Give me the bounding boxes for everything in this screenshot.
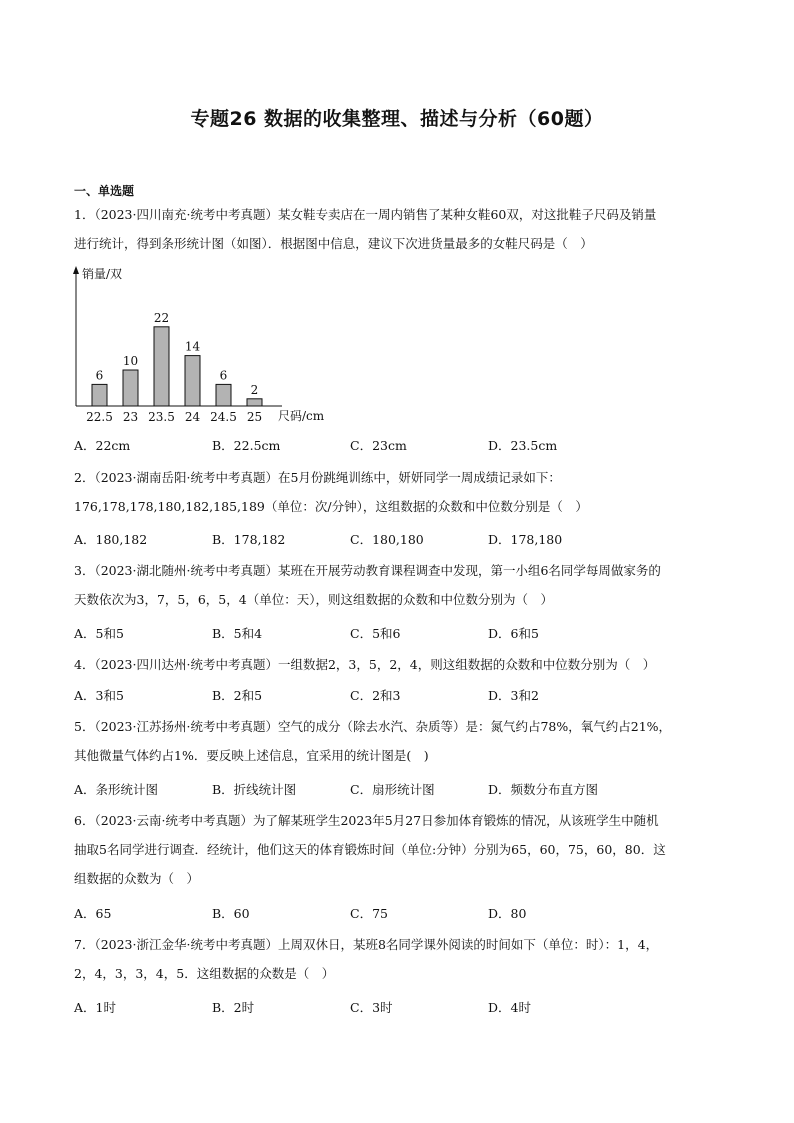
question-1-line-1: 1．（2023·四川南充·统考中考真题）某女鞋专卖店在一周内销售了某种女鞋60双，对这批鞋子尺码及销量 [74,207,657,222]
question-6 [74,806,734,893]
x-tick-label: 22.5 [86,410,113,424]
bars-group [86,311,262,424]
option-d[interactable]: D．3和2 [488,688,539,703]
question-5-line-1: 5．（2023·江苏扬州·统考中考真题）空气的成分（除去水汽、杂质等）是：氮气约占78%，氧气约占21%， [74,719,672,734]
question-6-line-2: 抽取5名同学进行调查．经统计，他们这天的体育锻炼时间（单位:分钟）分别为65，60，75，60，80．这 [74,842,666,857]
question-4-line-1: 4．（2023·四川达州·统考中考真题）一组数据2，3，5，2，4，则这组数据的众数和中位数分别为（ ） [74,657,656,672]
question-6-line-1: 6．（2023·云南·统考中考真题）为了解某班学生2023年5月27日参加体育锻炼的情况，从该班学生中随机 [74,813,659,828]
question-7 [74,930,734,988]
option-d[interactable]: D．6和5 [488,626,539,641]
question-2 [74,463,734,521]
option-d[interactable]: D．80 [488,906,527,921]
question-6-line-3: 组数据的众数为（ ） [74,871,200,886]
option-a[interactable]: A．22cm [74,438,131,453]
question-2-line-2: 176,178,178,180,182,185,189（单位：次/分钟），这组数据的众数和中位数分别是（ ） [74,499,588,514]
question-3-line-1: 3．（2023·湖北随州·统考中考真题）某班在开展劳动教育课程调查中发现，第一小组6名同学每周做家务的 [74,563,661,578]
x-tick-label: 23 [122,410,139,424]
option-b[interactable]: B．折线统计图 [212,782,297,797]
question-5 [74,712,734,770]
question-2-options [74,530,734,552]
bar-value-label: 6 [95,368,104,383]
x-tick-label: 23.5 [148,410,175,424]
option-d[interactable]: D．频数分布直方图 [488,782,599,797]
bar-24 [185,356,200,406]
bar-value-label: 2 [250,382,259,397]
option-b[interactable]: B．60 [212,906,250,921]
question-1-options [74,436,734,458]
bar-25 [247,399,262,406]
bar-value-label: 14 [184,339,201,354]
option-a[interactable]: A．180,182 [74,532,148,547]
option-a[interactable]: A．5和5 [74,626,124,641]
question-3 [74,556,734,614]
question-1 [74,200,734,258]
question-2-line-1: 2．（2023·湖南岳阳·统考中考真题）在5月份跳绳训练中，妍妍同学一周成绩记录如下： [74,470,561,485]
question-4 [74,650,734,679]
option-d[interactable]: D．23.5cm [488,438,558,453]
option-b[interactable]: B．178,182 [212,532,286,547]
bar-value-label: 10 [122,354,139,368]
bar-value-label: 22 [153,310,170,325]
question-5-line-2: 其他微量气体约占1%．要反映上述信息，宜采用的统计图是( ) [74,748,429,763]
option-c[interactable]: C．2和3 [350,688,401,703]
option-b[interactable]: B．2时 [212,1000,255,1015]
question-4-options [74,686,734,708]
question-6-options [74,904,734,926]
section-heading: 一、单选题 [74,184,135,198]
option-a[interactable]: A．1时 [74,1000,116,1015]
option-c[interactable]: C．75 [350,906,388,921]
option-c[interactable]: C．23cm [350,438,407,453]
document-title: 专题26 数据的收集整理、描述与分析（60题） [190,108,604,130]
y-axis-label: 销量/双 [82,267,123,281]
bar-22.5 [92,384,107,406]
option-c[interactable]: C．3时 [350,1000,393,1015]
x-axis-label: 尺码/cm [278,409,325,423]
bar-23.5 [154,327,169,406]
option-a[interactable]: A．条形统计图 [74,782,159,797]
option-b[interactable]: B．5和4 [212,626,263,641]
shoe-size-bar-chart [60,262,350,432]
option-b[interactable]: B．2和5 [212,688,263,703]
x-tick-label: 24.5 [210,410,237,424]
option-d[interactable]: D．4时 [488,1000,531,1015]
question-7-options [74,998,734,1020]
question-7-line-2: 2，4，3，3，4，5．这组数据的众数是（ ） [74,966,335,981]
option-d[interactable]: D．178,180 [488,532,563,547]
option-a[interactable]: A．3和5 [74,688,124,703]
question-7-line-1: 7．（2023·浙江金华·统考中考真题）上周双休日，某班8名同学课外阅读的时间如下（单位：时）：1，4， [74,937,659,952]
question-3-options [74,624,734,646]
option-a[interactable]: A．65 [74,906,112,921]
option-c[interactable]: C．5和6 [350,626,401,641]
option-c[interactable]: C．扇形统计图 [350,782,435,797]
y-axis-arrow-icon [73,266,79,274]
option-b[interactable]: B．22.5cm [212,438,281,453]
bar-23 [123,370,138,406]
bar-value-label: 6 [219,368,228,383]
option-c[interactable]: C．180,180 [350,532,424,547]
question-1-line-2: 进行统计，得到条形统计图（如图）．根据图中信息，建议下次进货量最多的女鞋尺码是（ ） [74,236,593,251]
question-3-line-2: 天数依次为3，7，5，6，5，4（单位：天），则这组数据的众数和中位数分别为（ ） [74,592,553,607]
x-tick-label: 24 [184,410,201,424]
x-tick-label: 25 [246,410,263,424]
bar-24.5 [216,384,231,406]
question-5-options [74,780,734,802]
